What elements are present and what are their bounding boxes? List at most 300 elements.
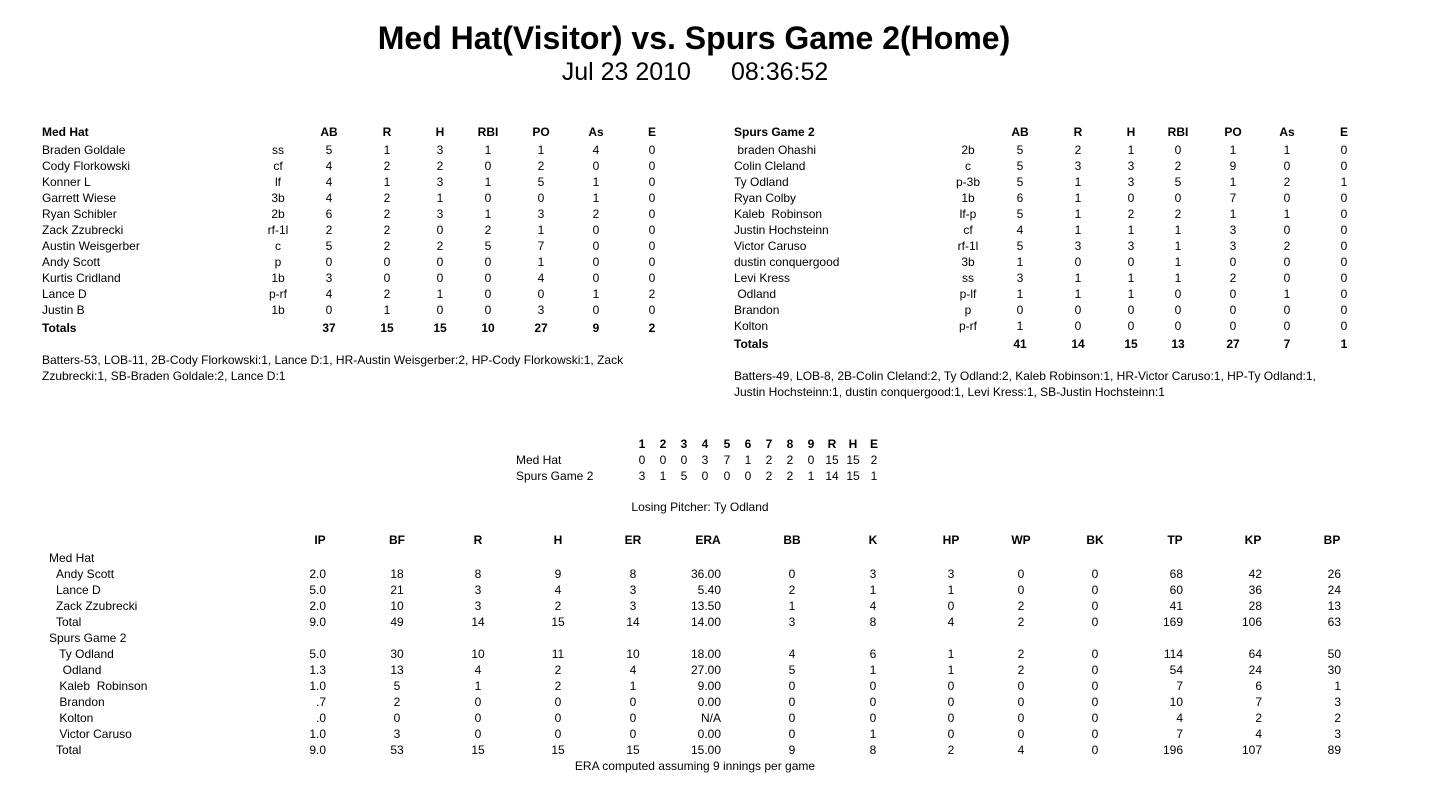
stat-value: 2 xyxy=(1229,271,1237,285)
pitching-stat: 3 xyxy=(1334,695,1341,709)
inning-header: 1 xyxy=(638,437,646,451)
pitching-stat: 15 xyxy=(626,743,640,757)
stat-value: 6 xyxy=(1016,191,1024,205)
player-name: Kolton xyxy=(734,319,769,333)
stat-value: 1 xyxy=(592,191,600,205)
totals-value: 15 xyxy=(380,321,394,335)
player-name: Odland xyxy=(734,287,777,301)
pitching-stat: 3 xyxy=(474,583,482,597)
stat-value: 0 xyxy=(436,303,444,317)
player-position: p xyxy=(274,255,282,269)
stat-value: 0 xyxy=(648,223,656,237)
totals-value: 15 xyxy=(1124,337,1138,351)
pitching-stat: 0 xyxy=(788,695,796,709)
pitching-stat: 5.0 xyxy=(309,583,326,597)
pitching-stat: 0 xyxy=(1091,599,1099,613)
pitching-stat: 0 xyxy=(947,695,955,709)
stat-value: 6 xyxy=(325,207,333,221)
pitcher-name: Kolton xyxy=(56,711,94,725)
pitching-stat: 1 xyxy=(947,663,955,677)
home-notes: Batters-49, LOB-8, 2B-Colin Cleland:2, Ty Odland:2, Kaleb Robinson:1, HR-Victor Caruso:1, HP-Ty Odland:1, Justin Hochsteinn:1, dustin conquergood:1, Levi Kress:1, SB-Justin Hochsteinn:1 xyxy=(734,369,1316,399)
player-position: rf-1l xyxy=(267,223,289,237)
pitching-stat: 0 xyxy=(947,727,955,741)
stat-value: 0 xyxy=(648,239,656,253)
pitching-stat: 54 xyxy=(1169,663,1183,677)
pitching-stat: 15.00 xyxy=(690,743,721,757)
linescore-value: 0 xyxy=(744,469,752,483)
pitching-stat: 1 xyxy=(788,599,796,613)
pitching-column-header: R xyxy=(473,533,483,547)
player-position: p xyxy=(964,303,972,317)
stat-value: 0 xyxy=(436,255,444,269)
pitcher-name: Zack Zzubrecki xyxy=(56,599,138,613)
stat-value: 1 xyxy=(436,287,444,301)
totals-value: 41 xyxy=(1013,337,1027,351)
pitching-stat: 4 xyxy=(474,663,482,677)
player-name: Kaleb Robinson xyxy=(734,207,823,221)
stat-value: 2 xyxy=(1283,239,1291,253)
player-name: braden Ohashi xyxy=(734,143,817,157)
linescore-value: 0 xyxy=(659,453,667,467)
pitching-stat: 49 xyxy=(390,615,404,629)
stat-value: 0 xyxy=(592,239,600,253)
stat-value: 0 xyxy=(325,255,333,269)
game-datetime xyxy=(0,58,1390,87)
stat-value: 2 xyxy=(1074,143,1082,157)
player-name: Ty Odland xyxy=(734,175,789,189)
pitching-stat: 14.00 xyxy=(690,615,721,629)
pitching-stat: 0 xyxy=(788,727,796,741)
pitching-stat: 15 xyxy=(551,743,565,757)
stat-value: 0 xyxy=(1174,143,1182,157)
totals-value: 10 xyxy=(481,321,495,335)
pitching-stat: 1 xyxy=(629,679,637,693)
stat-value: 3 xyxy=(1127,239,1135,253)
pitching-stat: 10 xyxy=(626,647,640,661)
stat-value: 0 xyxy=(1283,319,1291,333)
stat-value: 0 xyxy=(648,207,656,221)
pitching-stat: 3 xyxy=(869,567,877,581)
inning-header: 6 xyxy=(744,437,752,451)
pitcher-name: Victor Caruso xyxy=(56,727,132,741)
player-position: p-lf xyxy=(959,287,977,301)
stat-value: 0 xyxy=(1229,287,1237,301)
pitching-column-header: IP xyxy=(314,533,326,547)
pitching-stat: 41 xyxy=(1169,599,1183,613)
pitching-stat: 0 xyxy=(474,727,482,741)
pitching-stat: .0 xyxy=(315,711,326,725)
stat-value: 0 xyxy=(484,303,492,317)
page-title: Med Hat(Visitor) vs. Spurs Game 2(Home) xyxy=(377,20,1011,56)
stat-value: 1 xyxy=(1074,207,1082,221)
stat-value: 0 xyxy=(1340,159,1348,173)
stat-value: 2 xyxy=(1283,175,1291,189)
pitching-stat: 9.00 xyxy=(697,679,721,693)
stat-value: 5 xyxy=(1016,239,1024,253)
pitching-stat: 18.00 xyxy=(690,647,721,661)
player-position: 1b xyxy=(961,191,975,205)
pitching-stat: 0 xyxy=(393,711,401,725)
column-header: E xyxy=(1339,125,1348,139)
linescore-value: 0 xyxy=(680,453,688,467)
pitching-stat: 9.0 xyxy=(309,615,326,629)
pitching-stat: 1 xyxy=(947,647,955,661)
pitching-stat: 0 xyxy=(1091,583,1099,597)
totals-value: 1 xyxy=(1340,337,1348,351)
stat-value: 3 xyxy=(436,175,444,189)
pitching-stat: 4 xyxy=(869,599,877,613)
stat-value: 1 xyxy=(1283,207,1291,221)
linescore-value: 15 xyxy=(846,469,860,483)
stat-value: 1 xyxy=(436,191,444,205)
stat-value: 3 xyxy=(1229,223,1237,237)
pitching-stat: 0 xyxy=(629,727,637,741)
player-name: Brandon xyxy=(734,303,780,317)
linescore-value: 2 xyxy=(765,453,773,467)
pitching-stat: 1 xyxy=(947,583,955,597)
pitching-stat: 0.00 xyxy=(697,695,721,709)
pitching-stat: 0 xyxy=(629,695,637,709)
pitching-stat: 0 xyxy=(1091,743,1099,757)
pitching-stat: 6 xyxy=(1255,679,1262,693)
stat-value: 1 xyxy=(537,143,545,157)
player-name: Garrett Wiese xyxy=(42,191,117,205)
linescore-team: Med Hat xyxy=(516,453,562,467)
stat-value: 2 xyxy=(436,239,444,253)
stat-value: 2 xyxy=(436,159,444,173)
pitching-stat: 0 xyxy=(1091,679,1099,693)
stat-value: 2 xyxy=(383,159,391,173)
totals-value: 15 xyxy=(433,321,447,335)
stat-value: 0 xyxy=(1340,287,1348,301)
pitching-stat: 10 xyxy=(390,599,404,613)
pitching-team-name: Med Hat xyxy=(49,551,95,565)
pitching-stat: 27.00 xyxy=(690,663,721,677)
column-header: H xyxy=(1126,125,1136,139)
pitching-stat: 4 xyxy=(1017,743,1025,757)
pitching-stat: 7 xyxy=(1176,727,1183,741)
stat-value: 1 xyxy=(1174,239,1182,253)
stat-value: 0 xyxy=(383,271,391,285)
player-name: Ryan Colby xyxy=(734,191,797,205)
stat-value: 0 xyxy=(436,223,444,237)
player-name: Colin Cleland xyxy=(734,159,806,173)
stat-value: 1 xyxy=(484,175,492,189)
pitching-column-header: H xyxy=(553,533,563,547)
pitching-stat: 24 xyxy=(1327,583,1341,597)
column-header: As xyxy=(588,125,604,139)
stat-value: 0 xyxy=(1340,319,1348,333)
pitcher-name: Kaleb Robinson xyxy=(56,679,148,693)
pitching-stat: 36.00 xyxy=(690,567,721,581)
pitching-stat: .7 xyxy=(315,695,326,709)
inning-header: 9 xyxy=(807,437,815,451)
pitching-stat: 89 xyxy=(1327,743,1341,757)
pitching-stat: 196 xyxy=(1162,743,1183,757)
pitching-stat: 1 xyxy=(869,727,877,741)
stat-value: 0 xyxy=(1283,303,1291,317)
stat-value: 1 xyxy=(1074,223,1082,237)
pitching-stat: 64 xyxy=(1248,647,1262,661)
player-name: Ryan Schibler xyxy=(42,207,117,221)
pitching-stat: 0 xyxy=(1091,647,1099,661)
pitcher-name: Brandon xyxy=(56,695,105,709)
team-name: Spurs Game 2 xyxy=(734,125,815,139)
stat-value: 0 xyxy=(484,159,492,173)
pitching-stat: 15 xyxy=(471,743,485,757)
linescore-value: 5 xyxy=(680,469,688,483)
stat-value: 3 xyxy=(1229,239,1237,253)
pitching-stat: 2 xyxy=(1017,615,1025,629)
stat-value: 7 xyxy=(1229,191,1237,205)
totals-value: 37 xyxy=(322,321,336,335)
stat-value: 0 xyxy=(1174,319,1182,333)
inning-header: 2 xyxy=(659,437,667,451)
pitching-stat: 5 xyxy=(788,663,796,677)
pitching-stat: 18 xyxy=(390,567,404,581)
stat-value: 2 xyxy=(648,287,656,301)
stat-value: 0 xyxy=(1340,223,1348,237)
stat-value: 0 xyxy=(325,303,333,317)
pitching-stat: 2 xyxy=(554,599,562,613)
pitching-stat: 2 xyxy=(393,695,401,709)
stat-value: 2 xyxy=(383,239,391,253)
stat-value: 1 xyxy=(1340,175,1348,189)
totals-value: 13 xyxy=(1171,337,1185,351)
pitching-stat: 7 xyxy=(1255,695,1262,709)
player-position: p-rf xyxy=(959,319,977,333)
pitching-stat: 2 xyxy=(1255,711,1262,725)
visitor-notes: Batters-53, LOB-11, 2B-Cody Florkowski:1, Lance D:1, HR-Austin Weisgerber:2, HP-Cody Florkowski:1, Zack Zzubrecki:1, SB-Braden Goldale:2, Lance D:1 xyxy=(42,353,624,383)
pitching-stat: 0 xyxy=(947,599,955,613)
pitching-column-header: TP xyxy=(1167,533,1183,547)
stat-value: 0 xyxy=(537,287,545,301)
stat-value: 0 xyxy=(484,255,492,269)
stat-value: 0 xyxy=(484,191,492,205)
pitching-stat: 0 xyxy=(947,711,955,725)
column-header: RBI xyxy=(1167,125,1189,139)
pitching-stat: 0 xyxy=(1017,711,1025,725)
stat-value: 0 xyxy=(1340,239,1348,253)
stat-value: 3 xyxy=(1127,175,1135,189)
pitching-stat: 30 xyxy=(1327,663,1341,677)
pitching-column-header: K xyxy=(868,533,878,547)
pitching-stat: 2 xyxy=(947,743,955,757)
totals-value: 27 xyxy=(534,321,548,335)
linescore-value: 2 xyxy=(786,453,794,467)
stat-value: 3 xyxy=(436,143,444,157)
stat-value: 0 xyxy=(1340,191,1348,205)
stat-value: 1 xyxy=(1074,287,1082,301)
player-name: Andy Scott xyxy=(42,255,101,269)
pitching-stat: 0 xyxy=(1017,567,1025,581)
pitcher-name: Andy Scott xyxy=(56,567,115,581)
player-position: c xyxy=(275,239,281,253)
stat-value: 2 xyxy=(1174,159,1182,173)
stat-value: 5 xyxy=(484,239,492,253)
pitching-stat: 9 xyxy=(554,567,562,581)
stat-value: 0 xyxy=(1340,255,1348,269)
pitching-stat: 0 xyxy=(788,567,796,581)
pitching-stat: 5.40 xyxy=(697,583,721,597)
stat-value: 0 xyxy=(1229,303,1237,317)
pitching-stat: 5 xyxy=(393,679,401,693)
player-name: Kurtis Cridland xyxy=(42,271,121,285)
stat-value: 1 xyxy=(484,143,492,157)
stat-value: 2 xyxy=(592,207,600,221)
player-position: 1b xyxy=(271,271,285,285)
stat-value: 4 xyxy=(325,287,333,301)
totals-value: 14 xyxy=(1071,337,1085,351)
inning-header: R xyxy=(827,437,837,451)
stat-value: 4 xyxy=(325,159,333,173)
inning-header: H xyxy=(848,437,858,451)
stat-value: 1 xyxy=(1229,207,1237,221)
player-position: cf xyxy=(963,223,973,237)
pitching-stat: 4 xyxy=(629,663,637,677)
stat-value: 1 xyxy=(1074,271,1082,285)
pitching-stat: 7 xyxy=(1176,679,1183,693)
linescore-value: 1 xyxy=(744,453,752,467)
player-name: Justin B xyxy=(42,303,85,317)
pitcher-name: Odland xyxy=(56,663,102,677)
stat-value: 1 xyxy=(1074,175,1082,189)
stat-value: 2 xyxy=(325,223,333,237)
pitching-stat: 13 xyxy=(1327,599,1341,613)
pitching-stat: 0 xyxy=(1091,695,1099,709)
linescore-value: 0 xyxy=(723,469,731,483)
pitching-stat: 2.0 xyxy=(309,599,326,613)
stat-value: 0 xyxy=(648,271,656,285)
pitching-stat: 4 xyxy=(947,615,955,629)
pitching-stat: 2 xyxy=(554,679,562,693)
pitching-stat: 1.0 xyxy=(309,727,326,741)
linescore-value: 0 xyxy=(638,453,646,467)
pitching-stat: 13.50 xyxy=(690,599,721,613)
game-date: Jul 23 2010 xyxy=(561,58,691,86)
stat-value: 1 xyxy=(484,207,492,221)
stat-value: 3 xyxy=(537,303,545,317)
pitching-stat: 2 xyxy=(788,583,796,597)
stat-value: 0 xyxy=(537,191,545,205)
stat-value: 3 xyxy=(1074,159,1082,173)
player-name: Lance D xyxy=(42,287,87,301)
stat-value: 3 xyxy=(537,207,545,221)
linescore-team: Spurs Game 2 xyxy=(516,469,594,483)
stat-value: 3 xyxy=(1016,271,1024,285)
stat-value: 1 xyxy=(383,175,391,189)
stat-value: 1 xyxy=(1174,223,1182,237)
stat-value: 0 xyxy=(648,175,656,189)
stat-value: 0 xyxy=(648,255,656,269)
stat-value: 0 xyxy=(1283,159,1291,173)
pitching-stat: 30 xyxy=(390,647,404,661)
stat-value: 3 xyxy=(1127,159,1135,173)
stat-value: 5 xyxy=(1016,159,1024,173)
stat-value: 7 xyxy=(537,239,545,253)
pitching-stat: 8 xyxy=(629,567,637,581)
stat-value: 0 xyxy=(1127,319,1135,333)
stat-value: 1 xyxy=(592,175,600,189)
totals-label: Totals xyxy=(42,321,77,335)
pitching-stat: 14 xyxy=(471,615,485,629)
player-name: Victor Caruso xyxy=(734,239,807,253)
pitching-stat: 3 xyxy=(474,599,482,613)
stat-value: 4 xyxy=(537,271,545,285)
pitching-stat: 0 xyxy=(1017,695,1025,709)
pitching-stat: 4 xyxy=(1255,727,1262,741)
stat-value: 1 xyxy=(1174,271,1182,285)
pitching-stat: 21 xyxy=(390,583,404,597)
stat-value: 4 xyxy=(325,175,333,189)
linescore-value: 0 xyxy=(807,453,815,467)
pitching-stat: 3 xyxy=(1334,727,1341,741)
linescore-value: 1 xyxy=(659,469,667,483)
stat-value: 0 xyxy=(648,143,656,157)
pitching-stat: 3 xyxy=(393,727,401,741)
stat-value: 5 xyxy=(1016,143,1024,157)
pitching-stat: 0 xyxy=(1017,583,1025,597)
stat-value: 0 xyxy=(592,303,600,317)
player-position: lf xyxy=(275,175,281,189)
pitching-stat: 114 xyxy=(1163,647,1183,661)
stat-value: 0 xyxy=(1283,191,1291,205)
stat-value: 2 xyxy=(383,223,391,237)
stat-value: 0 xyxy=(648,191,656,205)
linescore-value: 15 xyxy=(825,453,839,467)
pitching-stat: 8 xyxy=(474,567,482,581)
pitching-stat: 0 xyxy=(474,711,482,725)
pitching-stat: 24 xyxy=(1248,663,1262,677)
linescore-value: 1 xyxy=(870,469,878,483)
pitching-stat: N/A xyxy=(700,711,721,725)
pitching-stat: 6 xyxy=(869,647,877,661)
player-position: 2b xyxy=(271,207,285,221)
pitching-stat: 3 xyxy=(629,599,637,613)
player-position: p-3b xyxy=(955,175,981,189)
losing-pitcher: Losing Pitcher: Ty Odland xyxy=(631,500,769,514)
inning-header: 3 xyxy=(680,437,688,451)
player-position: ss xyxy=(962,271,974,285)
linescore-value: 14 xyxy=(825,469,839,483)
linescore-value: 2 xyxy=(870,453,878,467)
stat-value: 1 xyxy=(1016,319,1024,333)
stat-value: 2 xyxy=(383,207,391,221)
pitching-stat: 8 xyxy=(869,743,877,757)
stat-value: 4 xyxy=(1016,223,1024,237)
stat-value: 1 xyxy=(383,143,391,157)
stat-value: 1 xyxy=(1127,287,1135,301)
pitching-stat: 0 xyxy=(788,711,796,725)
player-name: dustin conquergood xyxy=(734,255,840,269)
pitching-stat: 36 xyxy=(1248,583,1262,597)
totals-value: 7 xyxy=(1283,337,1291,351)
stat-value: 0 xyxy=(1283,271,1291,285)
pitching-stat: 0 xyxy=(1091,711,1099,725)
stat-value: 3 xyxy=(1074,239,1082,253)
pitching-stat: 1.3 xyxy=(309,663,326,677)
stat-value: 2 xyxy=(537,159,545,173)
column-header: R xyxy=(1073,125,1083,139)
stat-value: 1 xyxy=(1127,271,1135,285)
pitching-stat: 3 xyxy=(629,583,637,597)
pitching-column-header: BF xyxy=(389,533,405,547)
stat-value: 0 xyxy=(383,255,391,269)
pitching-stat: 28 xyxy=(1248,599,1262,613)
stat-value: 1 xyxy=(1127,143,1135,157)
pitching-stat: 68 xyxy=(1169,567,1183,581)
pitching-stat: 1 xyxy=(1334,679,1341,693)
